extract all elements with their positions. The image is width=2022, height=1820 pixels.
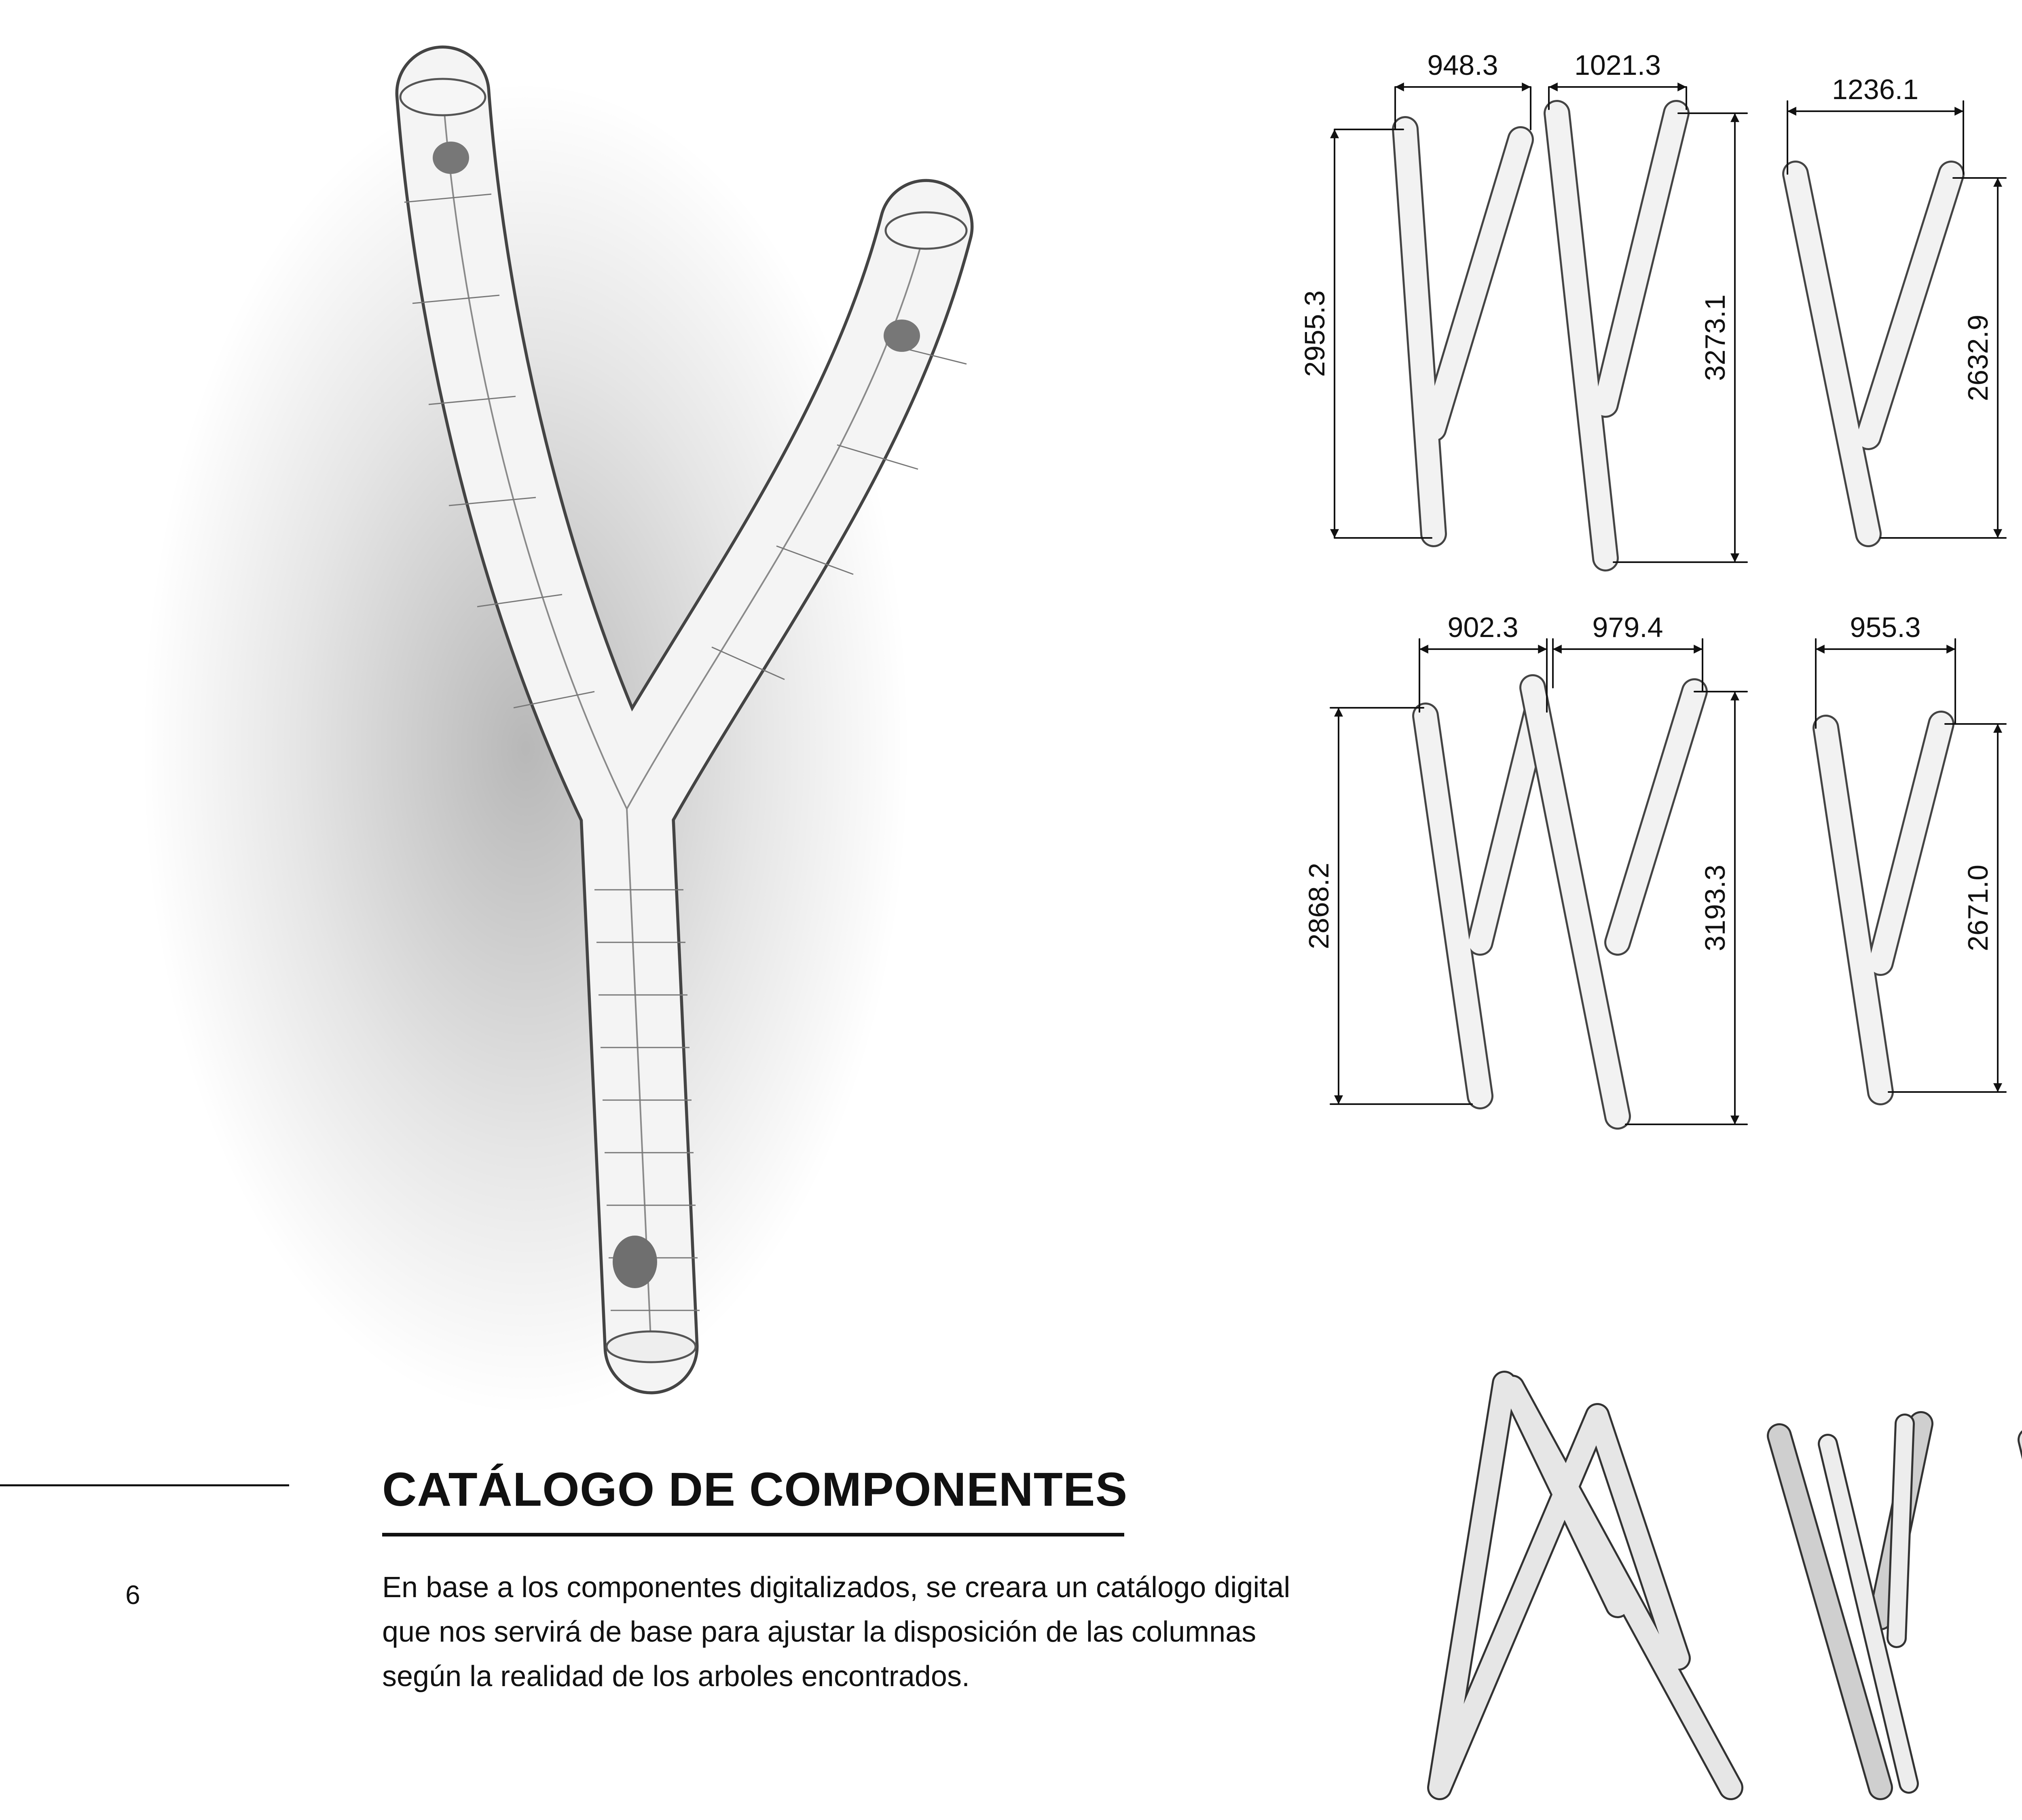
width-label: 948.3 [1427, 49, 1498, 81]
page-rule [0, 1484, 289, 1486]
height-label: 2868.2 [1303, 862, 1335, 950]
height-label: 2955.3 [1299, 290, 1330, 377]
page-number: 6 [125, 1580, 140, 1610]
height-label: 3193.3 [1699, 864, 1731, 952]
height-label: 3273.1 [1699, 294, 1731, 381]
width-label: 1021.3 [1574, 49, 1661, 81]
width-label: 979.4 [1592, 612, 1663, 643]
branch-column-assembly-icon [1440, 1383, 2022, 1788]
title-underline [382, 1533, 1124, 1536]
y-branch-3d-model-icon [142, 79, 967, 1416]
width-label: 1236.1 [1832, 74, 1919, 105]
height-label: 2671.0 [1962, 864, 1994, 952]
catalog-row-2 [1330, 639, 2022, 1132]
section-description: En base a los componentes digitalizados, se creara un catálogo digital que nos servirá de base para ajustar la disposición de las columnas según la realidad de los arboles encontrados. [382, 1571, 1290, 1693]
section-title: CATÁLOGO DE COMPONENTES [382, 1463, 1128, 1516]
width-label: 902.3 [1447, 612, 1519, 643]
catalog-row-1 [1335, 87, 2022, 562]
height-label: 2632.9 [1962, 314, 1994, 402]
width-label: 955.3 [1850, 612, 1921, 643]
